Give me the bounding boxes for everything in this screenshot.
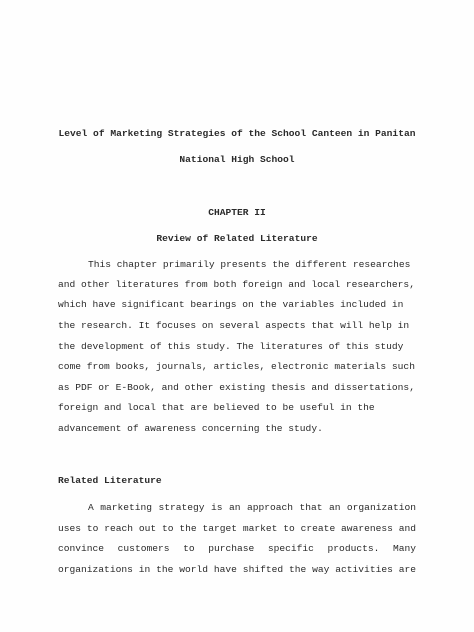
paragraph-line: advancement of awareness concerning the study.	[58, 423, 323, 434]
paragraph-line: come from books, journals, articles, electronic materials such	[58, 361, 415, 372]
chapter-number: CHAPTER II	[208, 207, 266, 218]
paragraph-line: organizations in the world have shifted the way activities are	[58, 564, 416, 575]
paragraph-line: the research. It focuses on several aspects that will help in	[58, 320, 410, 331]
document-title-line-2: National High School	[179, 154, 295, 165]
document-title-line-1: Level of Marketing Strategies of the School Canteen in Panitan	[58, 128, 416, 139]
paragraph-line: the development of this study. The literatures of this study	[58, 341, 404, 352]
paragraph-line: which have significant bearings on the variables included in	[58, 299, 404, 310]
paragraph-line: This chapter primarily presents the different researches	[88, 259, 411, 270]
paragraph-line: uses to reach out to the target market to create awareness and	[58, 523, 416, 534]
paragraph-line: foreign and local that are believed to be useful in the	[58, 402, 375, 413]
chapter-title: Review of Related Literature	[156, 233, 318, 244]
paragraph-line: and other literatures from both foreign and local researchers,	[58, 279, 415, 290]
paragraph-line: A marketing strategy is an approach that an organization	[88, 502, 416, 513]
paragraph-line: as PDF or E-Book, and other existing thesis and dissertations,	[58, 382, 415, 393]
section-heading: Related Literature	[58, 475, 162, 486]
paragraph-line: convince customers to purchase specific products. Many	[58, 543, 416, 554]
